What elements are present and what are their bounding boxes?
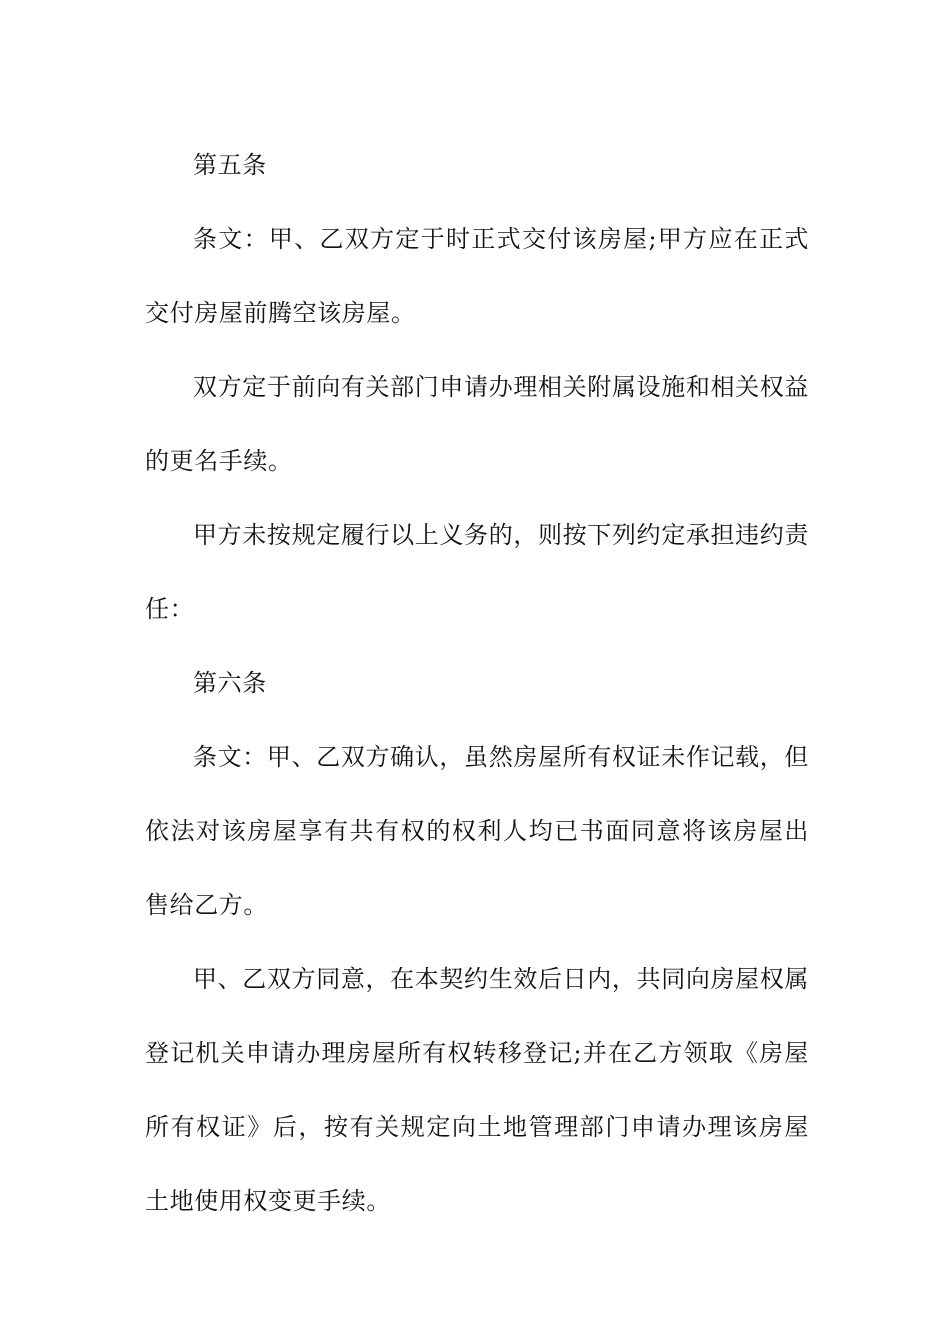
article-heading-6: 第六条 [193,669,267,697]
article-heading-5: 第五条 [193,151,267,179]
article-5-clause-liability: 甲方未按规定履行以上义务的，则按下列约定承担违约责任： [145,521,809,623]
article-6-clause-consent: 条文：甲、乙双方确认，虽然房屋所有权证未作记载，但依法对该房屋享有共有权的权利人均已书面同意将该房屋出售给乙方。 [145,743,809,919]
article-5-clause-rename: 双方定于前向有关部门申请办理相关附属设施和相关权益的更名手续。 [145,373,809,475]
article-6-clause-registration: 甲、乙双方同意，在本契约生效后日内，共同向房屋权属登记机关申请办理房屋所有权转移登记;并在乙方领取《房屋所有权证》后，按有关规定向土地管理部门申请办理该房屋土地使用权变更手续。 [145,965,809,1215]
document-body [145,128,809,1238]
article-5-clause-delivery: 条文：甲、乙双方定于时正式交付该房屋;甲方应在正式交付房屋前腾空该房屋。 [145,225,809,327]
